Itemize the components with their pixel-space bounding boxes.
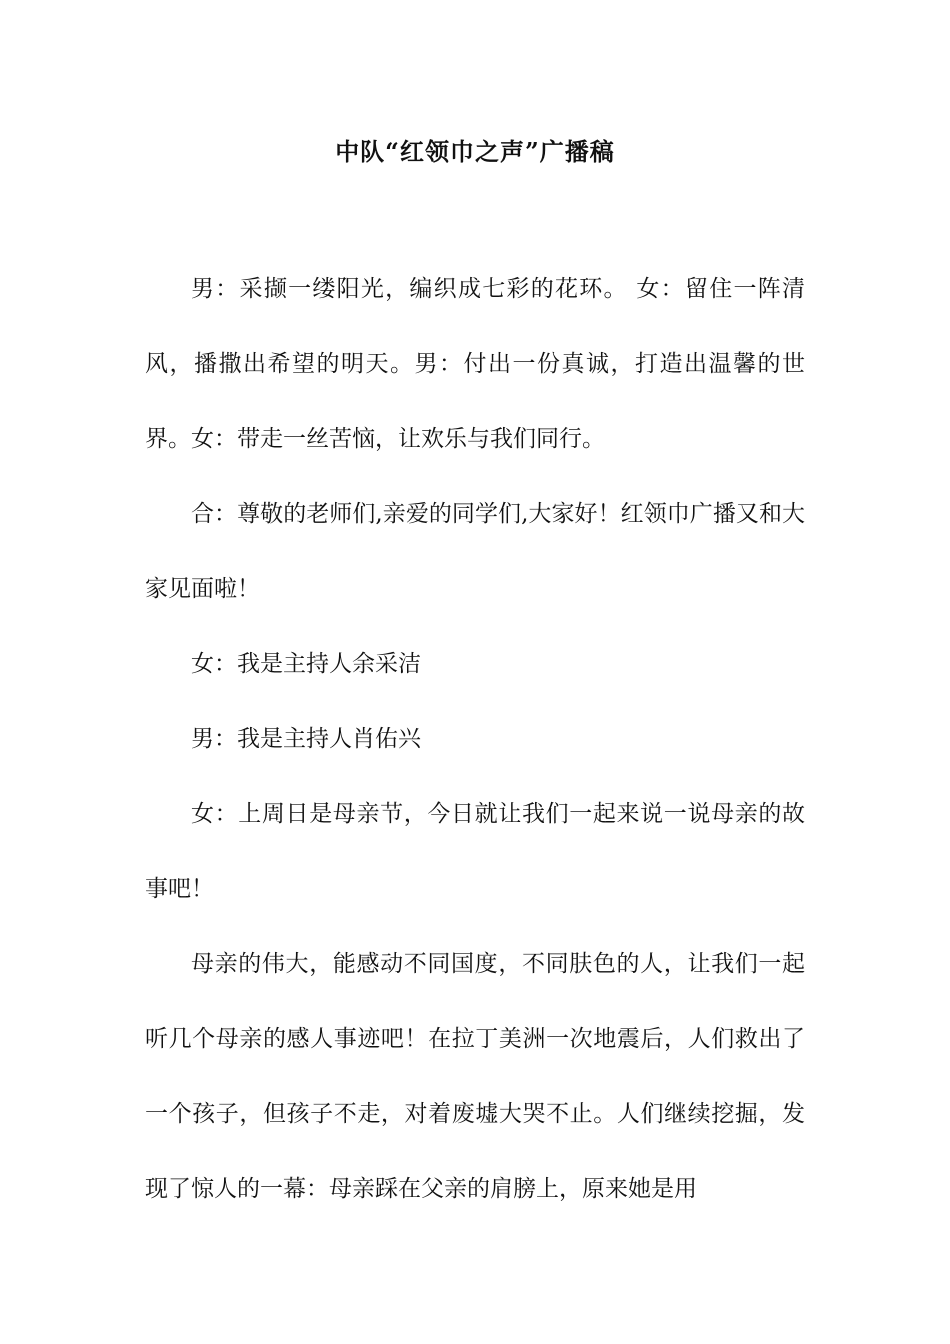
- paragraph-greeting: 合：尊敬的老师们,亲爱的同学们,大家好！红领巾广播又和大家见面啦！: [145, 501, 805, 602]
- paragraph-host-female: 女：我是主持人余采洁: [191, 651, 421, 677]
- paragraph-mother-story: 母亲的伟大，能感动不同国度，不同肤色的人，让我们一起听几个母亲的感人事迹吧！在拉丁美洲一次地震后，人们救出了一个孩子，但孩子不走，对着废墟大哭不止。人们继续挖掘，发现了惊人的一幕：母亲踩在父亲的肩膀上，原来她是用: [145, 951, 805, 1202]
- document-title: 中队“红领巾之声”广播稿: [335, 137, 615, 166]
- document-body: [145, 252, 805, 1227]
- paragraph-host-male: 男：我是主持人肖佑兴: [191, 726, 421, 752]
- paragraph-mothers-day: 女：上周日是母亲节，今日就让我们一起来说一说母亲的故事吧！: [145, 801, 805, 902]
- paragraph-opening-lines: 男：采撷一缕阳光，编织成七彩的花环。 女：留住一阵清风，播撒出希望的明天。男：付出一份真诚，打造出温馨的世界。女：带走一丝苦恼，让欢乐与我们同行。: [145, 276, 805, 452]
